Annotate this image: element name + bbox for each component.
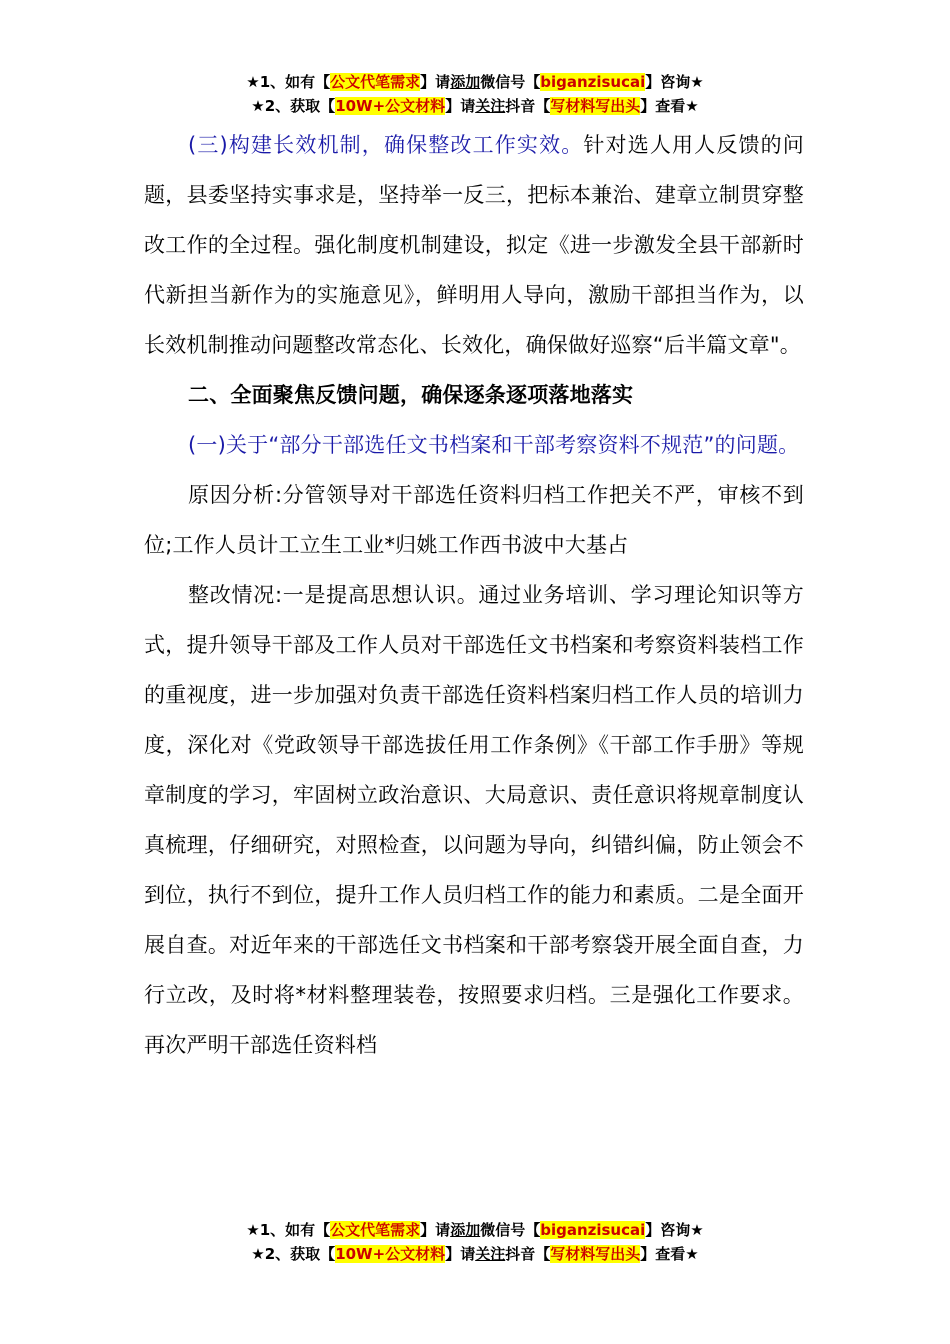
banner-text: 微信号【 <box>480 1221 541 1239</box>
highlight-service: 公文代笔需求 <box>330 1221 421 1239</box>
subsection-heading: (一)关于“部分干部选任文书档案和干部考察资料不规范”的问题。 <box>188 433 800 457</box>
banner-text: 】请 <box>445 97 476 115</box>
highlight-wechat-id: biganzisucai <box>540 1221 646 1239</box>
banner-line-2 <box>0 1242 950 1266</box>
subsection-heading: (三)构建长效机制，确保整改工作实效。 <box>188 133 584 157</box>
highlight-douyin-account: 写材料写出头 <box>550 97 641 115</box>
paragraph-rectification: 整改情况:一是提高思想认识。通过业务培训、学习理论知识等方式，提升领导干部及工作人员对干部选任文书档案和考察资料装档工作的重视度，进一步加强对负责干部选任资料档案归档工作人员的培训力度，深化对《党政领导干部选拔任用工作条例》《干部工作手册》等规章制度的学习，牢固树立政治意识、大局意识、责任意识将规章制度认真梳理，仔细研究，对照检查，以问题为导向，纠错纠偏，防止领会不到位，执行不到位，提升工作人员归档工作的能力和素质。二是全面开展自查。对近年来的干部选任文书档案和干部考察袋开展全面自查，力行立改，及时将*材料整理装卷，按照要求归档。三是强化工作要求。再次严明干部选任资料档 <box>144 583 804 1057</box>
banner-text: 】咨询★ <box>645 73 704 91</box>
banner-text: 】请 <box>420 73 451 91</box>
underlined-word: 关注 <box>475 1245 506 1263</box>
banner-text: 抖音【 <box>505 97 551 115</box>
banner-text: ★2、获取【 <box>251 1245 336 1263</box>
highlight-service: 公文代笔需求 <box>330 73 421 91</box>
banner-line-2 <box>0 94 950 118</box>
document-body <box>144 120 804 1070</box>
banner-text: 】咨询★ <box>645 1221 704 1239</box>
underlined-word: 添加 <box>450 1221 481 1239</box>
highlight-wechat-id: biganzisucai <box>540 73 646 91</box>
paragraph-text: 针对选人用人反馈的问题，县委坚持实事求是，坚持举一反三，把标本兼治、建章立制贯穿整改工作的全过程。强化制度机制建设，拟定《进一步激发全县干部新时代新担当新作为的实施意见》，鲜明用人导向，激励干部担当作为，以长效机制推动问题整改常态化、长效化，确保做好巡察“后半篇文章"。 <box>144 133 805 357</box>
banner-text: 微信号【 <box>480 73 541 91</box>
highlight-materials: 10W+公文材料 <box>335 97 446 115</box>
banner-text: ★1、如有【 <box>246 73 331 91</box>
banner-text: ★2、获取【 <box>251 97 336 115</box>
header-banner <box>0 70 950 118</box>
banner-text: 抖音【 <box>505 1245 551 1263</box>
banner-text: ★1、如有【 <box>246 1221 331 1239</box>
highlight-materials: 10W+公文材料 <box>335 1245 446 1263</box>
banner-text: 】请 <box>420 1221 451 1239</box>
footer-banner <box>0 1218 950 1266</box>
underlined-word: 添加 <box>450 73 481 91</box>
paragraph-cause-analysis: 原因分析:分管领导对干部选任资料归档工作把关不严，审核不到位;工作人员计工立生工业*归姚工作西书波中大基占 <box>144 483 804 557</box>
section-heading: 二、全面聚焦反馈问题，确保逐条逐项落地落实 <box>188 383 634 407</box>
banner-text: 】查看★ <box>640 97 699 115</box>
underlined-word: 关注 <box>475 97 506 115</box>
banner-text: 】查看★ <box>640 1245 699 1263</box>
banner-text: 】请 <box>445 1245 476 1263</box>
banner-line-1 <box>0 70 950 94</box>
banner-line-1 <box>0 1218 950 1242</box>
highlight-douyin-account: 写材料写出头 <box>550 1245 641 1263</box>
paragraph-long-term-mechanism <box>144 120 804 370</box>
